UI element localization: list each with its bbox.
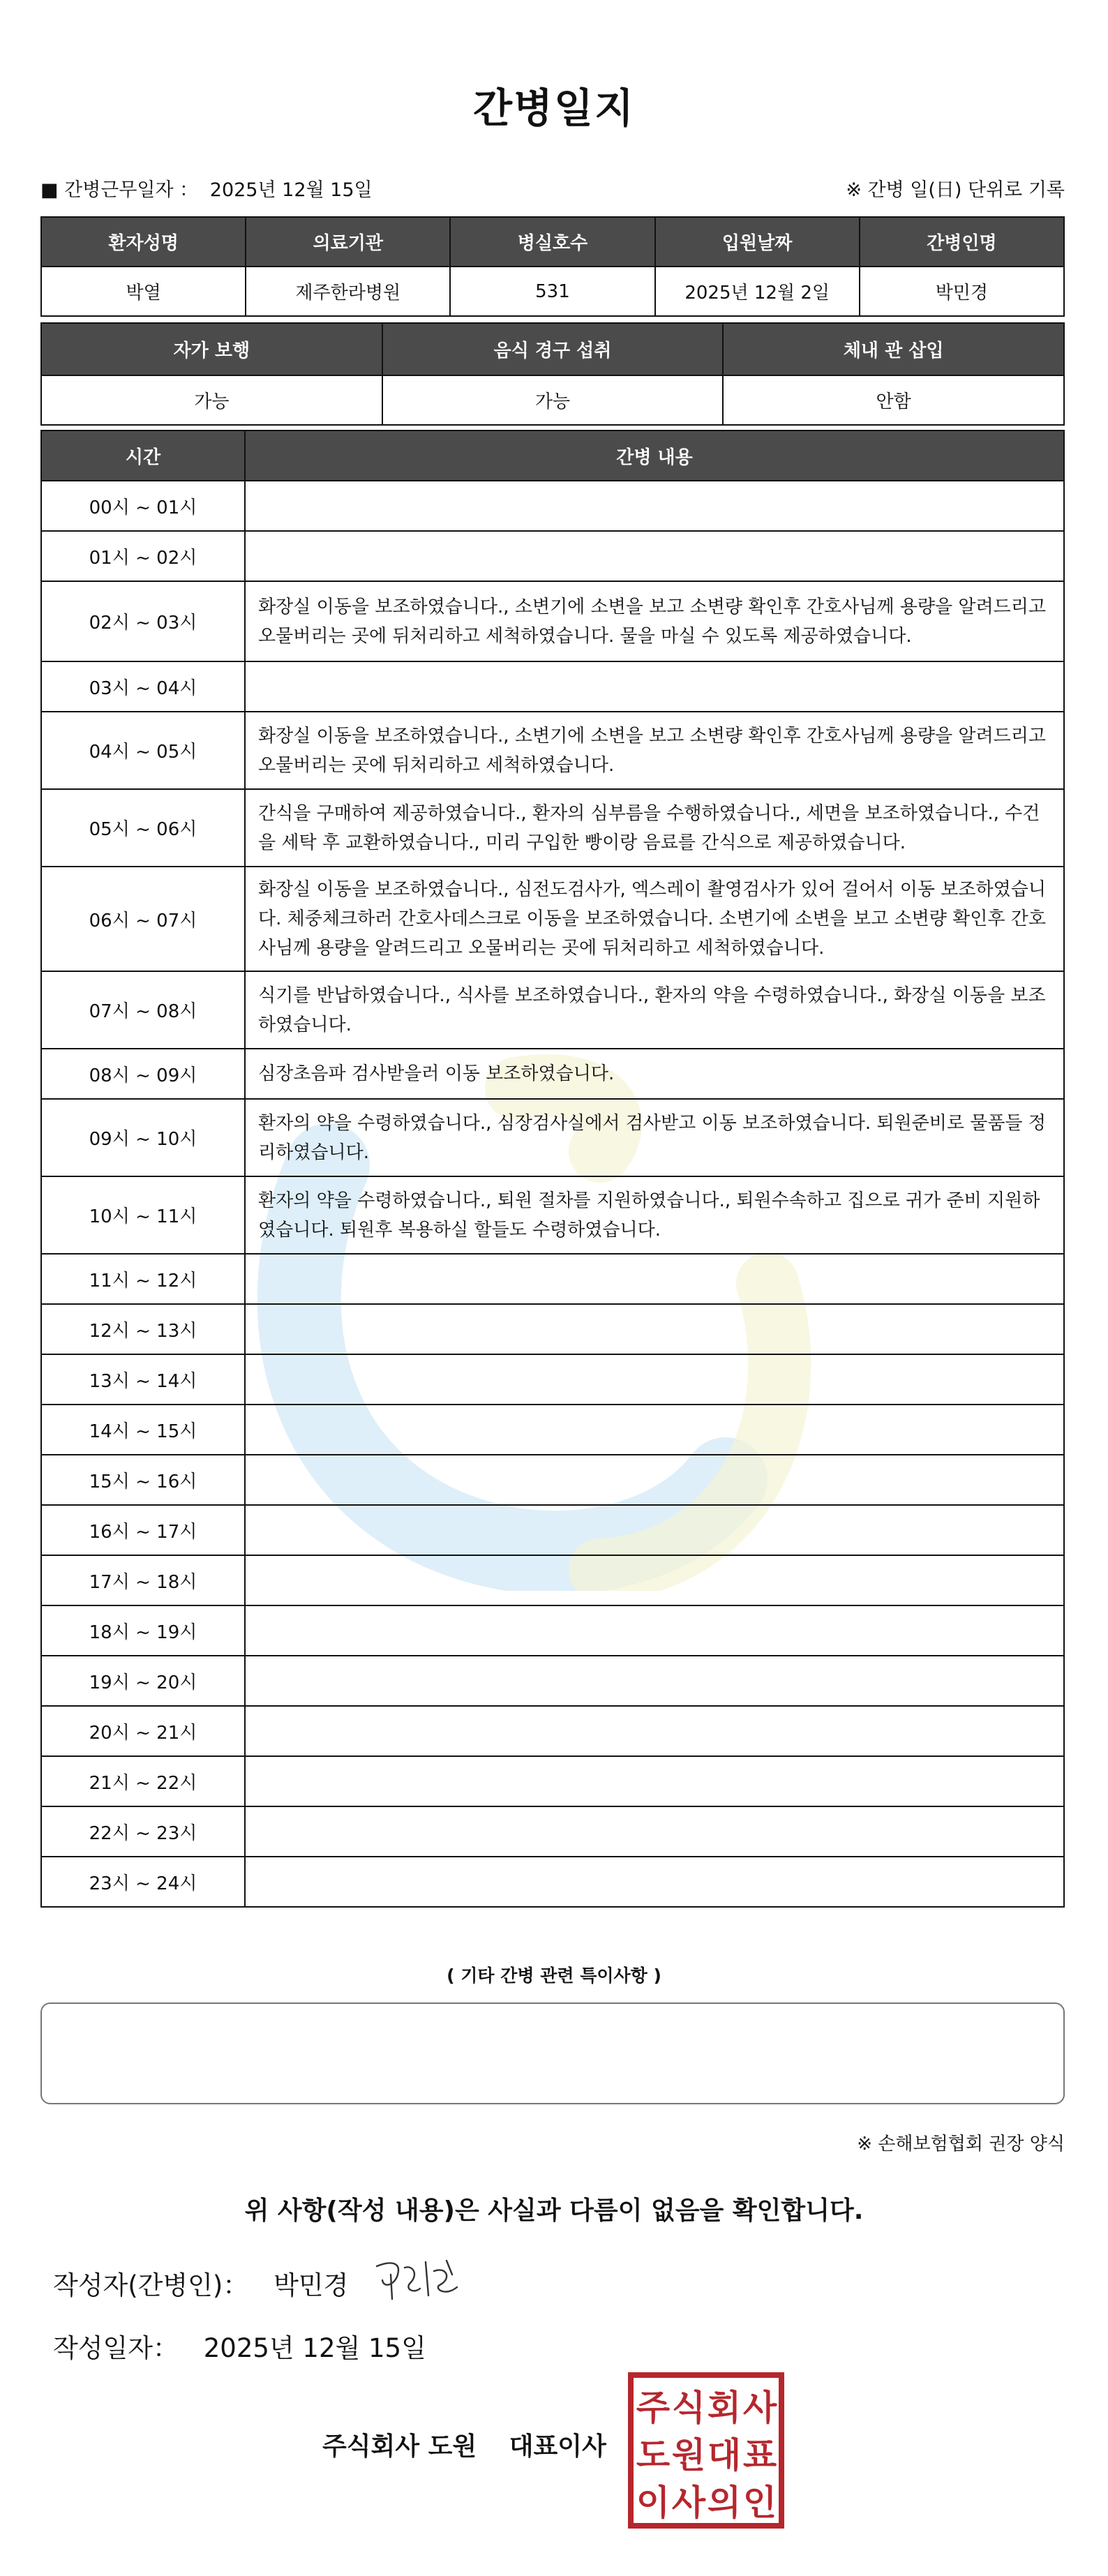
care-log-content — [245, 1254, 1064, 1304]
seal-char: 회 — [707, 2388, 742, 2428]
header-admission-date: 입원날짜 — [655, 217, 860, 267]
care-log-row — [41, 1304, 1064, 1354]
seal-char: 사 — [671, 2483, 706, 2523]
patient-name: 박열 — [41, 267, 246, 316]
care-log-time: 20시 ~ 21시 — [41, 1706, 245, 1756]
seal-char: 사 — [742, 2388, 777, 2428]
care-log-content: 심장초음파 검사받을러 이동 보조하였습니다. — [245, 1049, 1064, 1099]
care-log-content — [245, 1505, 1064, 1555]
care-log-row — [41, 581, 1064, 661]
care-log-row — [41, 712, 1064, 789]
care-log-time: 04시 ~ 05시 — [41, 712, 245, 789]
care-log-time: 10시 ~ 11시 — [41, 1176, 245, 1254]
header-room: 병실호수 — [450, 217, 654, 267]
hospital-name: 제주한라병원 — [246, 267, 450, 316]
care-log-row — [41, 1706, 1064, 1756]
seal-char: 이 — [636, 2483, 671, 2523]
care-log-row — [41, 1555, 1064, 1605]
care-log-row — [41, 1605, 1064, 1656]
care-log-time: 02시 ~ 03시 — [41, 581, 245, 661]
status-value-row — [41, 375, 1064, 425]
care-log-time: 06시 ~ 07시 — [41, 867, 245, 971]
care-log-row — [41, 1505, 1064, 1555]
caregiver-name: 박민경 — [860, 267, 1064, 316]
header-walking: 자가 보행 — [41, 323, 382, 375]
care-log-row — [41, 1455, 1064, 1505]
seal-char: 도 — [636, 2435, 671, 2476]
care-log-time: 21시 ~ 22시 — [41, 1756, 245, 1806]
unit-note: ※ 간병 일(日) 단위로 기록 — [846, 179, 1065, 201]
company-name: 주식회사 도원 — [322, 2432, 477, 2461]
care-log-time: 14시 ~ 15시 — [41, 1405, 245, 1455]
care-log-row — [41, 1176, 1064, 1254]
status-header-row — [41, 323, 1064, 375]
care-log-content — [245, 1656, 1064, 1706]
seal-char: 식 — [671, 2388, 706, 2428]
patient-status-table — [40, 322, 1065, 426]
care-log-time: 09시 ~ 10시 — [41, 1099, 245, 1176]
care-log-content: 환자의 약을 수령하였습니다., 심장검사실에서 검사받고 이동 보조하였습니다. 퇴원준비로 물품들 정리하였습니다. — [245, 1099, 1064, 1176]
care-log-time: 16시 ~ 17시 — [41, 1505, 245, 1555]
seal-char: 원 — [671, 2435, 706, 2476]
signature-icon — [370, 2247, 474, 2309]
header-time: 시간 — [41, 430, 245, 481]
patient-info-header-row — [41, 217, 1064, 267]
care-log-row — [41, 1049, 1064, 1099]
care-log-time: 01시 ~ 02시 — [41, 531, 245, 581]
company-role: 대표이사 — [509, 2432, 606, 2461]
document-title: 간병일지 — [472, 84, 636, 132]
care-log-row — [41, 971, 1064, 1049]
care-log-row — [41, 1354, 1064, 1405]
care-log-content: 환자의 약을 수령하였습니다., 퇴원 절차를 지원하였습니다., 퇴원수속하고 집으로 귀가 준비 지원하였습니다. 퇴원후 복용하실 할들도 수령하였습니다. — [245, 1176, 1064, 1254]
care-log-time: 15시 ~ 16시 — [41, 1455, 245, 1505]
care-log-content — [245, 1455, 1064, 1505]
care-log-content — [245, 1756, 1064, 1806]
work-date-label: ■ 간병근무일자 ： — [40, 179, 199, 201]
care-log-row — [41, 789, 1064, 867]
care-log-time: 11시 ~ 12시 — [41, 1254, 245, 1304]
care-log-time: 00시 ~ 01시 — [41, 481, 245, 531]
header-tube: 체내 관 삽입 — [723, 323, 1064, 375]
care-log-row — [41, 1099, 1064, 1176]
care-log-content: 간식을 구매하여 제공하였습니다., 환자의 심부름을 수행하였습니다., 세면을 보조하였습니다., 수건을 세탁 후 교환하였습니다., 미리 구입한 빵이랑 음료를 간식으로 제공하였습니다. — [245, 789, 1064, 867]
care-log-row — [41, 1656, 1064, 1706]
care-log-row — [41, 867, 1064, 971]
written-date-line — [53, 2327, 426, 2365]
care-log-time: 19시 ~ 20시 — [41, 1656, 245, 1706]
admission-date: 2025년 12월 2일 — [655, 267, 860, 316]
written-date-label: 작성일자： — [53, 2333, 179, 2363]
seal-char: 주 — [636, 2388, 671, 2428]
care-log-row — [41, 1806, 1064, 1857]
care-log-row — [41, 1857, 1064, 1907]
care-log-content — [245, 1706, 1064, 1756]
care-log-row — [41, 1405, 1064, 1455]
recommend-note: ※ 손해보험협회 권장 양식 — [857, 2134, 1065, 2155]
header-oral-intake: 음식 경구 섭취 — [382, 323, 724, 375]
care-log-time: 17시 ~ 18시 — [41, 1555, 245, 1605]
company-line — [322, 2427, 606, 2462]
oral-intake-value: 가능 — [382, 375, 724, 425]
header-hospital: 의료기관 — [246, 217, 450, 267]
care-log-time: 07시 ~ 08시 — [41, 971, 245, 1049]
care-log-time: 22시 ~ 23시 — [41, 1806, 245, 1857]
care-log-time: 18시 ~ 19시 — [41, 1605, 245, 1656]
company-seal-icon — [628, 2372, 784, 2529]
care-log-row — [41, 1756, 1064, 1806]
care-log-time: 12시 ~ 13시 — [41, 1304, 245, 1354]
care-log-table — [40, 430, 1065, 1908]
care-log-time: 08시 ~ 09시 — [41, 1049, 245, 1099]
care-log-header-row — [41, 430, 1064, 481]
seal-char: 의 — [707, 2483, 742, 2523]
care-log-content — [245, 1405, 1064, 1455]
seal-char: 대 — [707, 2435, 742, 2476]
care-log-time: 13시 ~ 14시 — [41, 1354, 245, 1405]
care-log-content: 화장실 이동을 보조하였습니다., 소변기에 소변을 보고 소변량 확인후 간호사님께 용량을 알려드리고 오물버리는 곳에 뒤처리하고 세척하였습니다. — [245, 712, 1064, 789]
special-notes-label: ( 기타 간병 관련 특이사항 ) — [447, 1965, 661, 1986]
care-log-content: 화장실 이동을 보조하였습니다., 소변기에 소변을 보고 소변량 확인후 간호사님께 용량을 알려드리고 오물버리는 곳에 뒤처리하고 세척하였습니다. 물을 마실 수 있도록 제공하였습니다. — [245, 581, 1064, 661]
header-care-content: 간병 내용 — [245, 430, 1064, 481]
care-log-content: 식기를 반납하였습니다., 식사를 보조하였습니다., 환자의 약을 수령하였습니다., 화장실 이동을 보조하였습니다. — [245, 971, 1064, 1049]
work-date-line — [40, 174, 373, 202]
special-notes-box — [40, 2002, 1065, 2104]
care-log-content — [245, 1806, 1064, 1857]
care-log-content — [245, 1605, 1064, 1656]
care-log-content — [245, 1304, 1064, 1354]
writer-name: 박민경 — [274, 2270, 349, 2300]
care-log-time: 23시 ~ 24시 — [41, 1857, 245, 1907]
tube-value: 안함 — [723, 375, 1064, 425]
work-date-value: 2025년 12월 15일 — [209, 179, 373, 201]
care-log-row — [41, 481, 1064, 531]
care-log-content — [245, 1555, 1064, 1605]
room-number: 531 — [450, 267, 654, 316]
care-log-time: 05시 ~ 06시 — [41, 789, 245, 867]
care-log-content — [245, 481, 1064, 531]
care-log-row — [41, 1254, 1064, 1304]
writer-label: 작성자(간병인)： — [53, 2270, 249, 2300]
care-log-content: 화장실 이동을 보조하였습니다., 심전도검사가, 엑스레이 촬영검사가 있어 걸어서 이동 보조하였습니다. 체중체크하러 간호사데스크로 이동을 보조하였습니다. 소변기에 소변을 보고 소변량 확인후 간호사님께 용량을 알려드리고 오물버리는 곳에 뒤처리하고 세척하였습니다. — [245, 867, 1064, 971]
written-date-value: 2025년 12월 15일 — [203, 2333, 426, 2363]
care-log-content — [245, 531, 1064, 581]
header-caregiver: 간병인명 — [860, 217, 1064, 267]
care-log-content — [245, 1354, 1064, 1405]
confirmation-statement: 위 사항(작성 내용)은 사실과 다름이 없음을 확인합니다. — [244, 2196, 864, 2225]
care-log-content — [245, 661, 1064, 712]
header-patient-name: 환자성명 — [41, 217, 246, 267]
care-log-row — [41, 531, 1064, 581]
care-log-time: 03시 ~ 04시 — [41, 661, 245, 712]
seal-char: 인 — [742, 2483, 777, 2523]
patient-info-table — [40, 216, 1065, 317]
writer-line — [53, 2264, 348, 2302]
care-log-row — [41, 661, 1064, 712]
care-log-content — [245, 1857, 1064, 1907]
patient-info-value-row — [41, 267, 1064, 316]
seal-char: 표 — [742, 2435, 777, 2476]
walking-value: 가능 — [41, 375, 382, 425]
